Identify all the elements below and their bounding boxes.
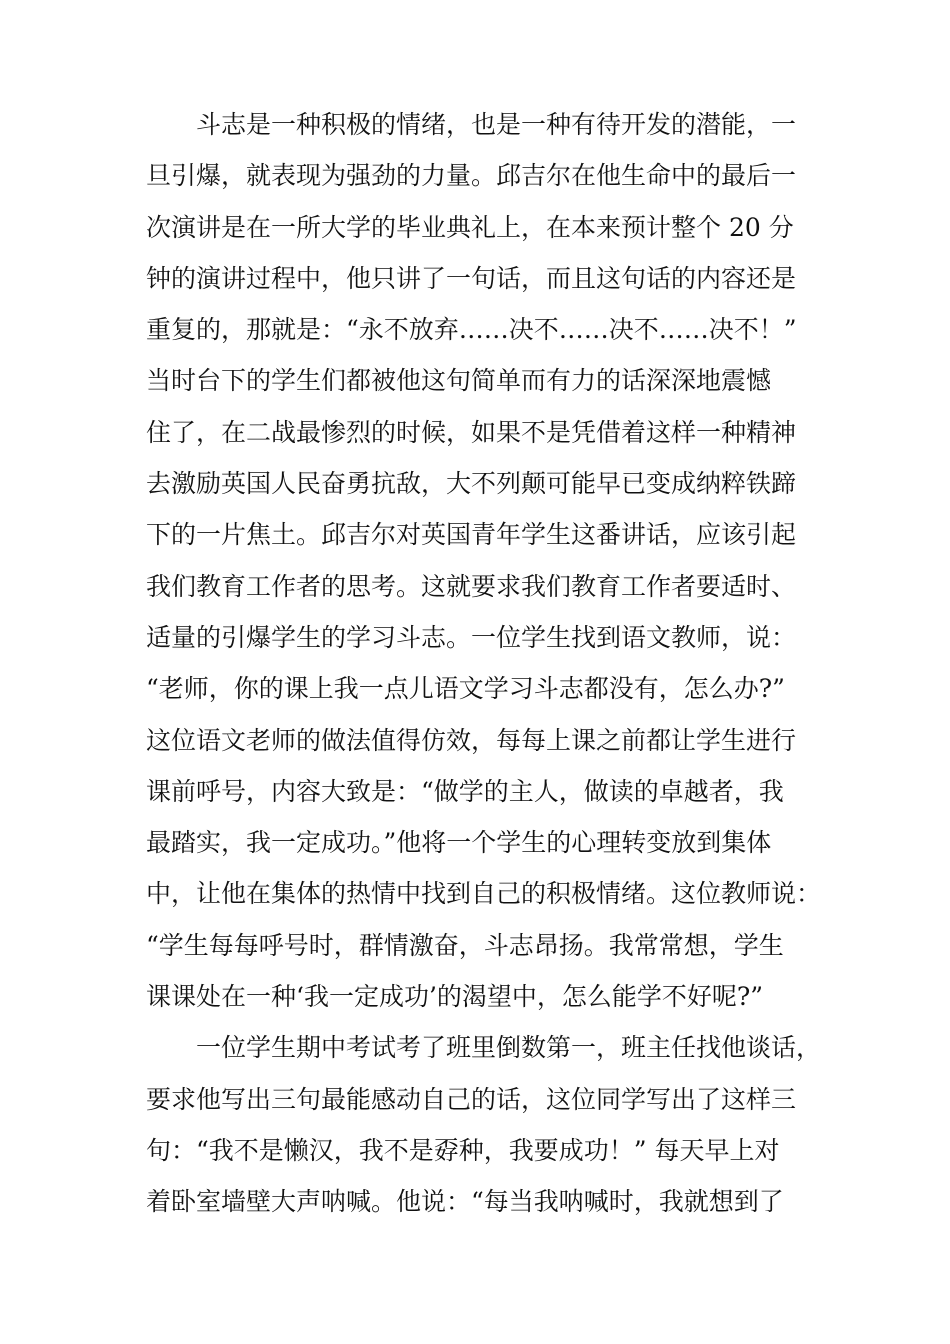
- text-line: 句：“我不是懒汉，我不是孬种，我要成功！” 每天早上对: [146, 1135, 780, 1165]
- text-line: “老师，你的课上我一点儿语文学习斗志都没有，怎么办?”: [146, 674, 785, 704]
- text-line: 重复的，那就是：“永不放弃……决不……决不……决不！”: [146, 315, 797, 345]
- text-line: 这位语文老师的做法值得仿效，每每上课之前都让学生进行: [146, 725, 797, 755]
- text-line: 住了，在二战最惨烈的时候，如果不是凭借着这样一种精神: [146, 417, 797, 447]
- text-line: 着卧室墙壁大声呐喊。他说：“每当我呐喊时，我就想到了: [146, 1187, 784, 1217]
- text-line: 要求他写出三句最能感动自己的话，这位同学写出了这样三: [146, 1084, 797, 1114]
- body-text: [146, 99, 826, 1228]
- text-line: 旦引爆，就表现为强劲的力量。邱吉尔在他生命中的最后一: [146, 161, 797, 191]
- text-line: “学生每每呼号时，群情激奋，斗志昂扬。我常常想，学生: [146, 930, 784, 960]
- text-line: 最踏实，我一定成功。”他将一个学生的心理转变放到集体: [146, 828, 772, 858]
- text-line: 斗志是一种积极的情绪，也是一种有待开发的潜能，一: [196, 110, 797, 139]
- text-line: 我们教育工作者的思考。这就要求我们教育工作者要适时、: [146, 571, 797, 601]
- text-line: 次演讲是在一所大学的毕业典礼上，在本来预计整个 20 分: [146, 212, 794, 242]
- text-line: 当时台下的学生们都被他这句简单而有力的话深深地震憾: [146, 366, 772, 396]
- text-line: 适量的引爆学生的学习斗志。一位学生找到语文教师，说：: [146, 622, 797, 652]
- text-line: 钟的演讲过程中，他只讲了一句话，而且这句话的内容还是: [146, 263, 797, 293]
- text-line: 一位学生期中考试考了班里倒数第一，班主任找他谈话，: [196, 1033, 822, 1063]
- text-line: 中，让他在集体的热情中找到自己的积极情绪。这位教师说：: [146, 879, 822, 909]
- text-line: 下的一片焦土。邱吉尔对英国青年学生这番讲话，应该引起: [146, 520, 797, 550]
- text-line: 课前呼号，内容大致是：“做学的主人，做读的卓越者，我: [146, 776, 784, 806]
- text-line: 课课处在一种‘我一定成功’的渴望中，怎么能学不好呢?”: [146, 982, 764, 1012]
- text-line: 去激励英国人民奋勇抗敌，大不列颠可能早已变成纳粹铁蹄: [146, 469, 797, 499]
